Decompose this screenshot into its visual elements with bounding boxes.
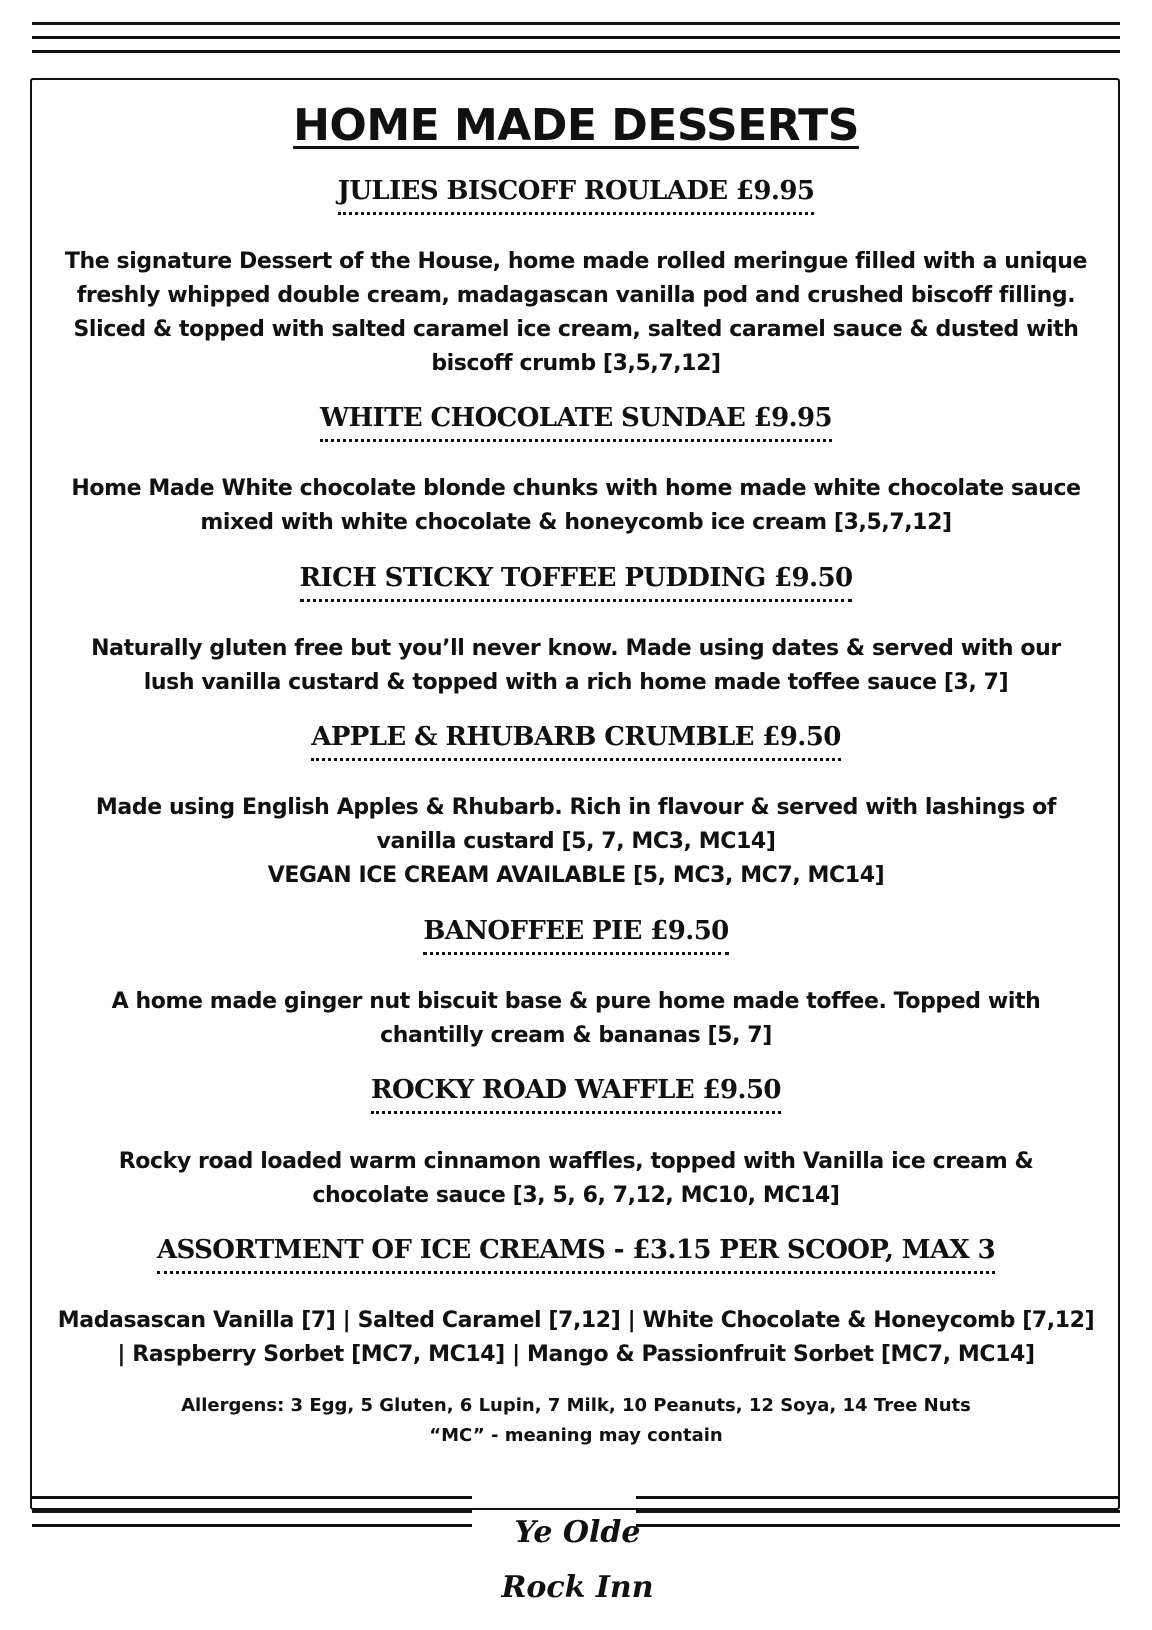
- dessert-description-sticky-toffee-pudding: Naturally gluten free but you’ll never know. Made using dates & served with our lush vanilla custard & topped with a rich home made toffee sauce [3, 7]: [91, 636, 1061, 695]
- inn-logo-line-2: Rock Inn: [501, 1570, 654, 1605]
- dessert-description-white-chocolate-sundae: Home Made White chocolate blonde chunks with home made white chocolate sauce mixed with white chocolate & honeycomb ice cream [3,5,7,12]: [71, 476, 1081, 535]
- top-rule-1: [32, 22, 1120, 25]
- dessert-heading-apple-rhubarb-crumble: APPLE & RHUBARB CRUMBLE £9.50: [0, 722, 1152, 761]
- dessert-description-rocky-road-waffle: Rocky road loaded warm cinnamon waffles, topped with Vanilla ice cream & chocolate sauce [3, 5, 6, 7,12, MC10, MC14]: [118, 1149, 1034, 1208]
- dessert-description-ice-creams: Madasascan Vanilla [7] | Salted Caramel [7,12] | White Chocolate & Honeycomb [7,12] | Raspberry Sorbet [MC7, MC14] | Mango & Passionfruit Sorbet [MC7, MC14]: [57, 1308, 1095, 1367]
- footer-rule-right-2: [636, 1510, 1120, 1513]
- allergens-note: Allergens: 3 Egg, 5 Gluten, 6 Lupin, 7 Milk, 10 Peanuts, 12 Soya, 14 Tree Nuts “MC” - meaning may contain: [181, 1395, 971, 1446]
- inn-logo-line-1: Ye Olde: [514, 1515, 641, 1550]
- dessert-heading-white-chocolate-sundae: WHITE CHOCOLATE SUNDAE £9.95: [0, 403, 1152, 442]
- footer-rule-left-2: [32, 1510, 472, 1513]
- dessert-description-biscoff-roulade: The signature Dessert of the House, home made rolled meringue filled with a unique freshly whipped double cream, madagascan vanilla pod and crushed biscoff filling. Sliced & topped with salted caramel ice cream, salted caramel sauce & dusted with biscoff crumb [3,5,7,12]: [64, 249, 1088, 376]
- top-rule-2: [32, 36, 1120, 39]
- footer-rule-right-3: [636, 1524, 1120, 1527]
- dessert-heading-biscoff-roulade: JULIES BISCOFF ROULADE £9.95: [0, 176, 1152, 215]
- dessert-heading-ice-creams: ASSORTMENT OF ICE CREAMS - £3.15 PER SCOOP, MAX 3: [0, 1235, 1152, 1274]
- menu-title: HOME MADE DESSERTS: [293, 100, 859, 151]
- dessert-description-apple-rhubarb-crumble: Made using English Apples & Rhubarb. Rich in flavour & served with lashings of vanilla custard [5, 7, MC3, MC14] VEGAN ICE CREAM AVAILABLE [5, MC3, MC7, MC14]: [95, 795, 1057, 888]
- dessert-heading-rocky-road-waffle: ROCKY ROAD WAFFLE £9.50: [0, 1075, 1152, 1114]
- footer-rule-left-3: [32, 1524, 472, 1527]
- top-rule-3: [32, 50, 1120, 53]
- dessert-description-banoffee-pie: A home made ginger nut biscuit base & pure home made toffee. Topped with chantilly cream & bananas [5, 7]: [111, 989, 1041, 1048]
- footer-rule-left-1: [32, 1496, 472, 1499]
- dessert-heading-banoffee-pie: BANOFFEE PIE £9.50: [0, 916, 1152, 955]
- footer-rule-right-1: [636, 1496, 1120, 1499]
- dessert-heading-sticky-toffee-pudding: RICH STICKY TOFFEE PUDDING £9.50: [0, 563, 1152, 602]
